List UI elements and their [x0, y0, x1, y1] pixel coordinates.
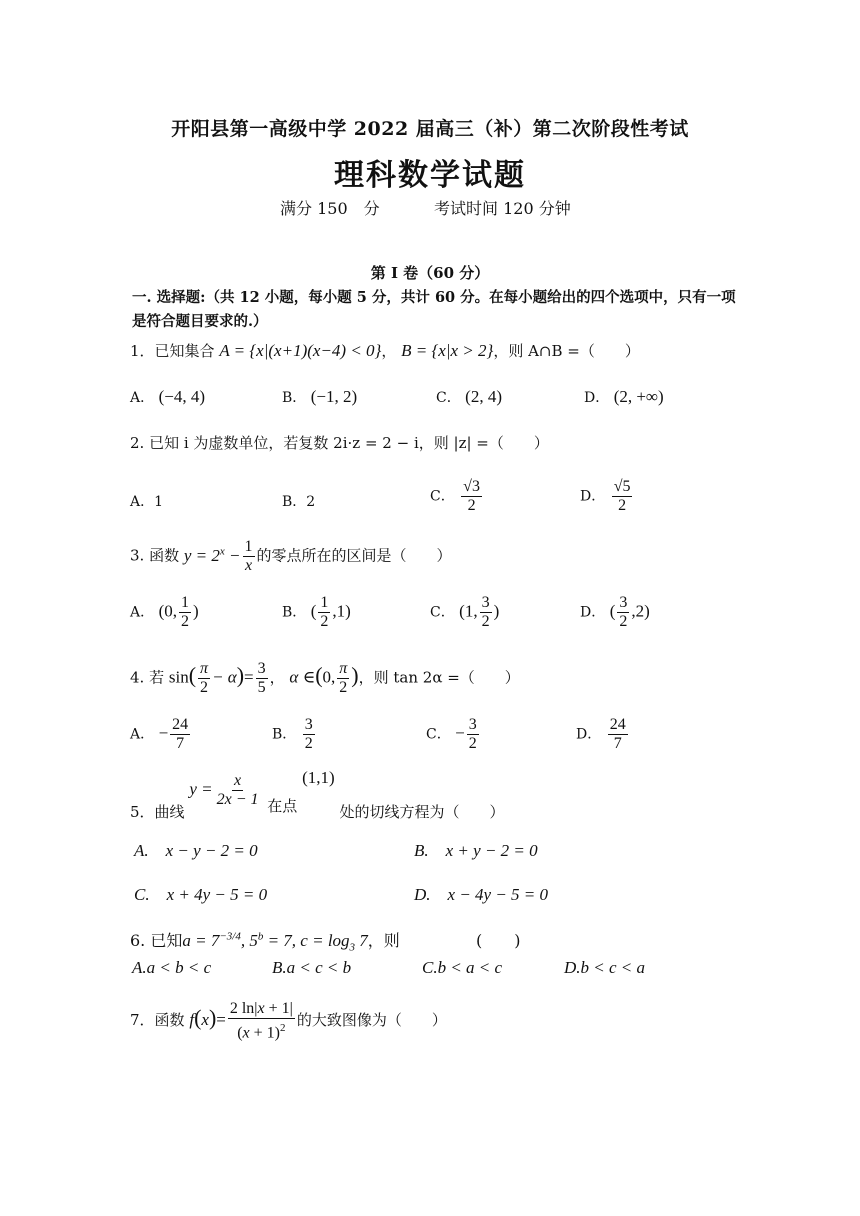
- q1-prefix: 1．已知集合: [130, 342, 215, 360]
- volume-heading: 第 I 卷（60 分）: [370, 264, 490, 282]
- question-2: 2. 已知 i 为虚数单位，若复数 2i·z = 2 − i，则 |z| =（ ）: [130, 434, 549, 452]
- q6-option-a: A.a < b < c: [132, 958, 212, 977]
- question-7: 7．函数 f(x)= $\frac{2 \ln|x + 1|}{(x + 1)^2}$ 的大致图像为（ ）: [130, 1000, 447, 1042]
- q4-option-c: C． − $\frac{3}{2}$: [426, 716, 477, 752]
- q1-option-c: C． (2, 4): [436, 387, 502, 406]
- q2-option-b: B．2: [282, 494, 316, 510]
- q4-option-b: B． $\frac{3}{2}$: [272, 716, 313, 752]
- q1-suffix: ，则 A∩B =（ ）: [493, 342, 640, 360]
- q3-option-b: B． ( $\frac{1}{2}$ ,1): [282, 594, 351, 630]
- q6-option-c: C.b < a < c: [422, 958, 503, 977]
- q5-option-a: A. x − y − 2 = 0: [134, 841, 258, 860]
- q3-option-a: A． (0, $\frac{1}{2}$ ): [130, 594, 199, 630]
- q6-option-b: B.a < c < b: [272, 958, 352, 977]
- q5-option-d: D. x − 4y − 5 = 0: [414, 885, 549, 904]
- question-5: 5．曲线 y = $\frac{x}{2x - 1}$ 在点 (1,1) 处的切线方程为（ ）: [130, 767, 505, 821]
- q3-option-c: C． (1, $\frac{3}{2}$ ): [430, 594, 500, 630]
- q2-option-d: D． $\frac{√5}{2}$: [580, 478, 631, 514]
- q5-option-b: B. x + y − 2 = 0: [414, 841, 538, 860]
- section-instructions: 一. 选择题:（共 12 小题，每小题 5 分，共计 60 分。在每小题给出的四个选项中，只有一项是符合题目要求的.）: [132, 289, 736, 330]
- q1-set-b: B = {x|x > 2}: [401, 341, 494, 360]
- exam-time: 考试时间 120 分钟: [434, 199, 571, 218]
- q6-option-d: D.b < c < a: [564, 958, 646, 977]
- q1-set-a: A = {x|(x+1)(x−4) < 0}: [219, 341, 382, 360]
- school-title: 开阳县第一高级中学 2022 届高三（补）第二次阶段性考试: [171, 118, 689, 140]
- q2-option-c: C． $\frac{√3}{2}$: [430, 478, 480, 514]
- q4-option-a: A． − $\frac{24}{7}$: [130, 716, 189, 752]
- q3-option-d: D． ( $\frac{3}{2}$ ,2): [580, 594, 650, 630]
- q1-option-b: B． (−1, 2): [282, 387, 358, 406]
- full-score: 满分 150 分: [280, 199, 380, 218]
- q2-option-a: A．1: [130, 494, 164, 510]
- question-3: 3. 函数 $y = 2^x$ − $\frac{1}{x}$ 的零点所在的区间是（ ）: [130, 538, 452, 574]
- question-6: 6. 已知$a = 7^{-3/4}$, $5^b = 7$, $c = \log_3 7$，则 ( ): [130, 930, 521, 954]
- q5-option-c: C. x + 4y − 5 = 0: [134, 885, 268, 904]
- subject-title: 理科数学试题: [334, 158, 526, 193]
- q4-option-d: D． $\frac{24}{7}$: [576, 716, 626, 752]
- q1-option-d: D． (2, +∞): [584, 387, 664, 406]
- question-1: 1．已知集合 A = {x|(x+1)(x−4) < 0}， B = {x|x > 2}，则 A∩B =（ ）: [130, 341, 640, 360]
- q1-option-a: A． (−4, 4): [130, 387, 205, 406]
- question-4: 4. 若 sin( $\frac{\pi}{2}$ − α)= $\frac{3}{5}$ ， α ∈(0, $\frac{\pi}{2}$ )，则 tan 2α =（ ）: [130, 660, 520, 696]
